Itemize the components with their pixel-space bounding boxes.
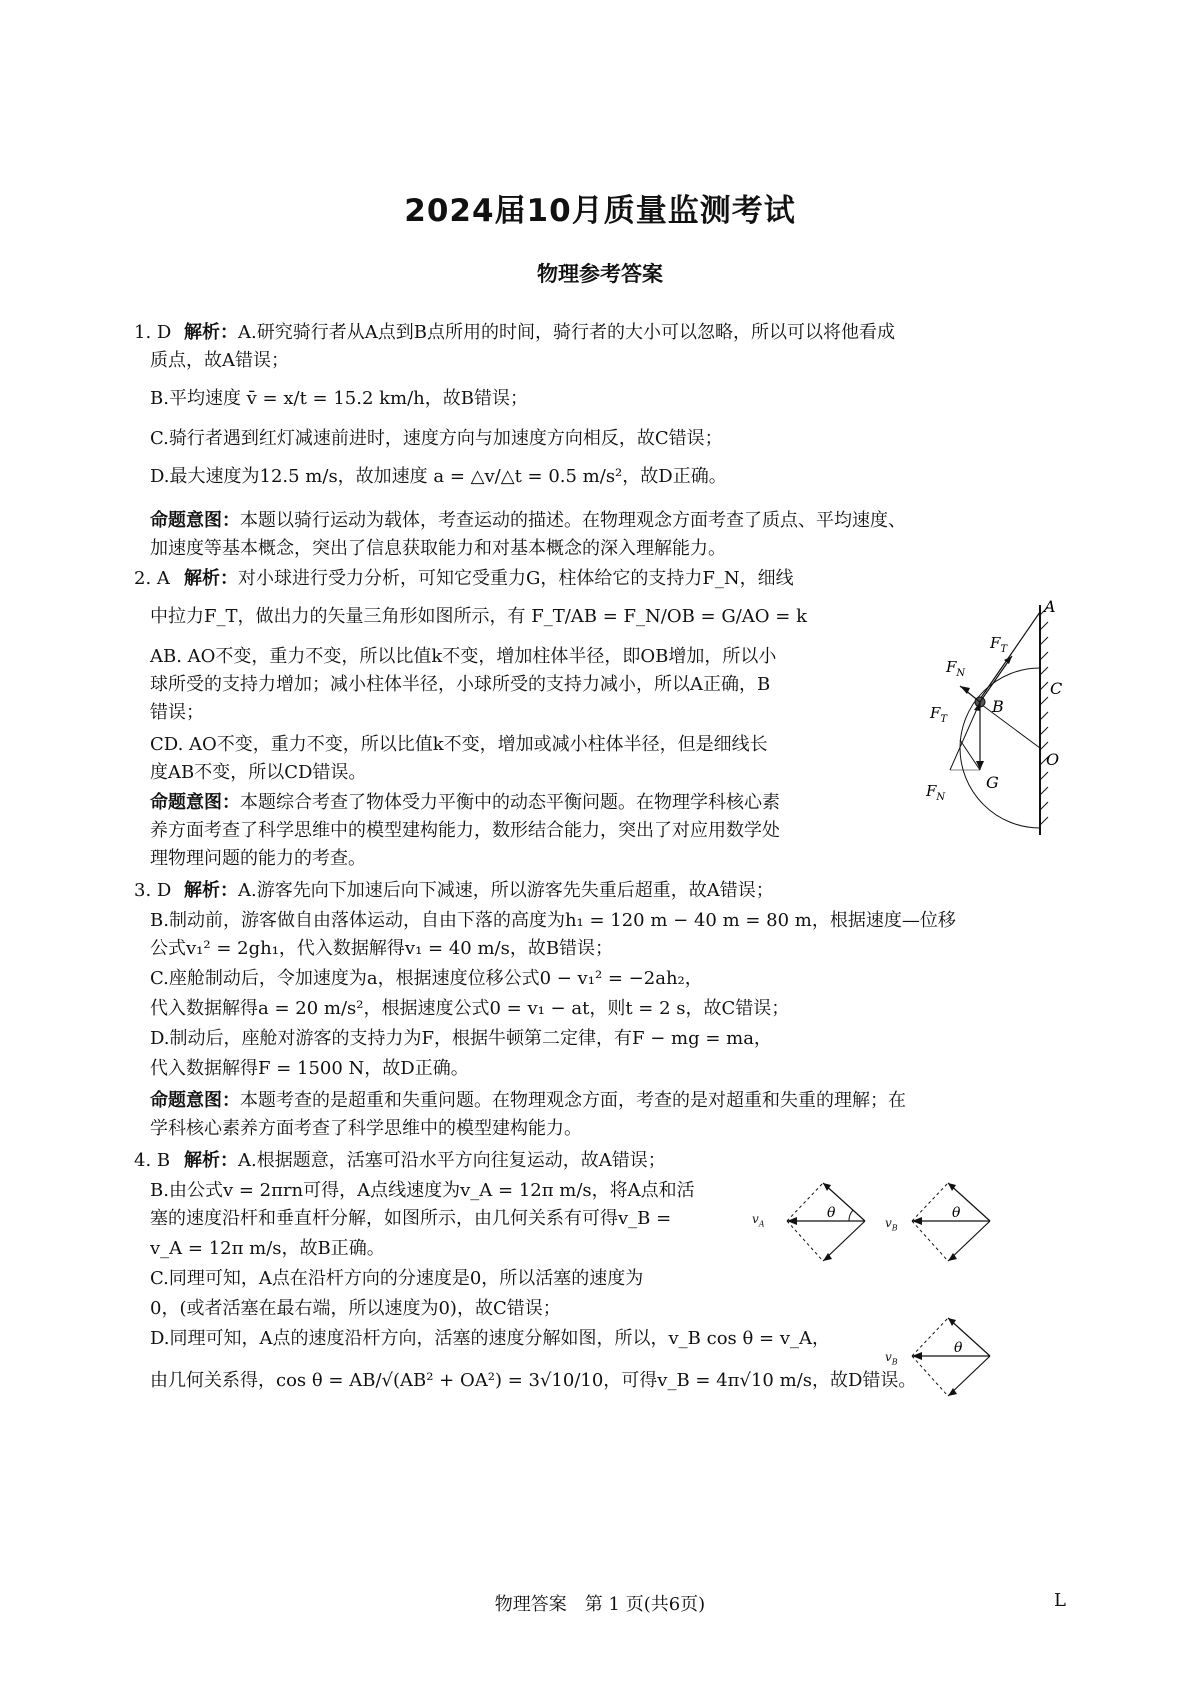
q2-intent-text-1: 本题综合考查了物体受力平衡中的动态平衡问题。在物理学科核心素 xyxy=(240,792,780,813)
q4-fig3-theta: θ xyxy=(954,1340,963,1356)
q4-velocity-diagram-1 xyxy=(775,1175,895,1275)
q2-line-2: 中拉力F_T，做出力的矢量三角形如图所示，有 F_T/AB = F_N/OB = G/AO = k xyxy=(150,606,807,627)
q2-force-diagram xyxy=(920,590,1080,860)
q2-label-G: G xyxy=(986,773,999,792)
q2-label-FT-upper: $F_T$ xyxy=(990,634,1008,655)
q3-line-5: 代入数据解得a = 20 m/s²，根据速度公式0 = v₁ − at，则t = 2 s，故C错误； xyxy=(150,998,790,1019)
q4-line-1 xyxy=(134,1148,666,1174)
q4-line-7: D.同理可知，A点的速度沿杆方向，活塞的速度分解如图，所以，v_B cos θ = v_A， xyxy=(150,1328,831,1349)
q2-line-7: 度AB不变，所以CD错误。 xyxy=(150,762,367,783)
q1-text-1: A.研究骑行者从A点到B点所用的时间，骑行者的大小可以忽略，所以可以将他看成 xyxy=(238,322,895,343)
q4-line-8: 由几何关系得，cos θ = AB/√(AB² + OA²) = 3√10/10，可得v_B = 4π√10 m/s，故D错误。 xyxy=(150,1370,917,1391)
q4-line-5: C.同理可知，A点在沿杆方向的分速度是0，所以活塞的速度为 xyxy=(150,1268,644,1289)
q2-intent-line-1 xyxy=(150,790,780,816)
q4-fig1-theta: θ xyxy=(827,1205,836,1221)
q2-intent-tag: 命题意图： xyxy=(150,792,240,813)
q3-line-3: 公式v₁² = 2gh₁，代入数据解得v₁ = 40 m/s，故B错误； xyxy=(150,938,614,959)
q1-line-1 xyxy=(134,320,895,346)
q1-intent-line-2: 加速度等基本概念，突出了信息获取能力和对基本概念的深入理解能力。 xyxy=(150,538,726,559)
q2-intent-line-3: 理物理问题的能力的考查。 xyxy=(150,848,366,869)
q2-line-5: 错误； xyxy=(150,702,204,723)
q1-line-3: B.平均速度 v̄ = x/t = 15.2 km/h，故B错误； xyxy=(150,388,528,409)
q4-line-6: 0，(或者活塞在最右端，所以速度为0)，故C错误； xyxy=(150,1298,561,1319)
q2-line-4: 球所受的支持力增加；减小柱体半径，小球所受的支持力减小，所以A正确，B xyxy=(150,674,771,695)
q3-line-6: D.制动后，座舱对游客的支持力为F，根据牛顿第二定律，有F − mg = ma， xyxy=(150,1028,772,1049)
q2-label-FT-lower: $F_T$ xyxy=(930,704,948,725)
q4-line-4: v_A = 12π m/s，故B正确。 xyxy=(150,1238,385,1259)
q2-line-1 xyxy=(134,566,794,592)
q1-line-4: C.骑行者遇到红灯减速前进时，速度方向与加速度方向相反，故C错误； xyxy=(150,428,723,449)
page-footer: 物理答案 第 1 页(共6页) xyxy=(494,1594,706,1615)
q3-line-2: B.制动前，游客做自由落体运动，自由下落的高度为h₁ = 120 m − 40 m = 80 m，根据速度—位移 xyxy=(150,910,956,931)
q4-text-1: A.根据题意，活塞可沿水平方向往复运动，故A错误； xyxy=(238,1150,666,1171)
q4-fig2-vB-label: $v_B$ xyxy=(885,1216,898,1233)
q4-analysis-tag: 解析： xyxy=(184,1150,238,1171)
q3-intent-line-1 xyxy=(150,1088,906,1114)
q3-intent-line-2: 学科核心素养方面考查了科学思维中的模型建构能力。 xyxy=(150,1118,582,1139)
q2-label-FN-upper: $F_N$ xyxy=(946,658,966,679)
q4-velocity-diagram-3 xyxy=(900,1310,1020,1410)
q3-text-1: A.游客先向下加速后向下减速，所以游客先失重后超重，故A错误； xyxy=(238,880,774,901)
q3-intent-text-1: 本题考查的是超重和失重问题。在物理观念方面，考查的是对超重和失重的理解；在 xyxy=(240,1090,906,1111)
q1-intent-text-1: 本题以骑行运动为载体，考查运动的描述。在物理观念方面考查了质点、平均速度、 xyxy=(240,510,906,531)
q1-intent-tag: 命题意图： xyxy=(150,510,240,531)
page-subtitle: 物理参考答案 xyxy=(537,262,663,286)
q2-label-O: O xyxy=(1046,750,1060,769)
q1-line-5: D.最大速度为12.5 m/s，故加速度 a = △v/△t = 0.5 m/s²，故D正确。 xyxy=(150,466,727,487)
q4-line-3: 塞的速度沿杆和垂直杆分解，如图所示，由几何关系有可得v_B = xyxy=(150,1208,672,1229)
q3-analysis-tag: 解析： xyxy=(184,880,238,901)
q3-line-1 xyxy=(134,878,774,904)
q3-number: 3. D xyxy=(134,880,172,901)
q3-intent-tag: 命题意图： xyxy=(150,1090,240,1111)
q2-label-FN-lower: $F_N$ xyxy=(926,782,946,803)
q4-velocity-diagram-2 xyxy=(900,1175,1020,1275)
q2-label-C: C xyxy=(1050,679,1063,698)
q1-number: 1. D xyxy=(134,322,172,343)
q2-label-B: B xyxy=(992,697,1004,716)
page-title: 2024届10月质量监测考试 xyxy=(404,193,796,229)
q2-number: 2. A xyxy=(134,568,170,589)
q1-intent-line-1 xyxy=(150,508,906,534)
q2-text-1: 对小球进行受力分析，可知它受重力G，柱体给它的支持力F_N，细线 xyxy=(238,568,794,589)
q4-fig3-vB-label: $v_B$ xyxy=(885,1350,898,1367)
q3-line-7: 代入数据解得F = 1500 N，故D正确。 xyxy=(150,1058,469,1079)
footer-mark: L xyxy=(1054,1590,1066,1611)
q2-line-3: AB. AO不变，重力不变，所以比值k不变，增加柱体半径，即OB增加，所以小 xyxy=(150,646,777,667)
q4-number: 4. B xyxy=(134,1150,171,1171)
q4-line-2: B.由公式v = 2πrn可得，A点线速度为v_A = 12π m/s，将A点和活 xyxy=(150,1180,695,1201)
q2-analysis-tag: 解析： xyxy=(184,568,238,589)
q4-fig2-theta: θ xyxy=(952,1205,961,1221)
q2-line-6: CD. AO不变，重力不变，所以比值k不变，增加或减小柱体半径，但是细线长 xyxy=(150,734,768,755)
q2-intent-line-2: 养方面考查了科学思维中的模型建构能力，数形结合能力，突出了对应用数学处 xyxy=(150,820,780,841)
q4-fig1-vA-label: $v_A$ xyxy=(752,1212,765,1229)
q2-label-A: A xyxy=(1044,597,1056,616)
q1-line-2: 质点，故A错误； xyxy=(150,350,289,371)
q1-analysis-tag: 解析： xyxy=(184,322,238,343)
q3-line-4: C.座舱制动后，令加速度为a，根据速度位移公式0 − v₁² = −2ah₂， xyxy=(150,968,703,989)
